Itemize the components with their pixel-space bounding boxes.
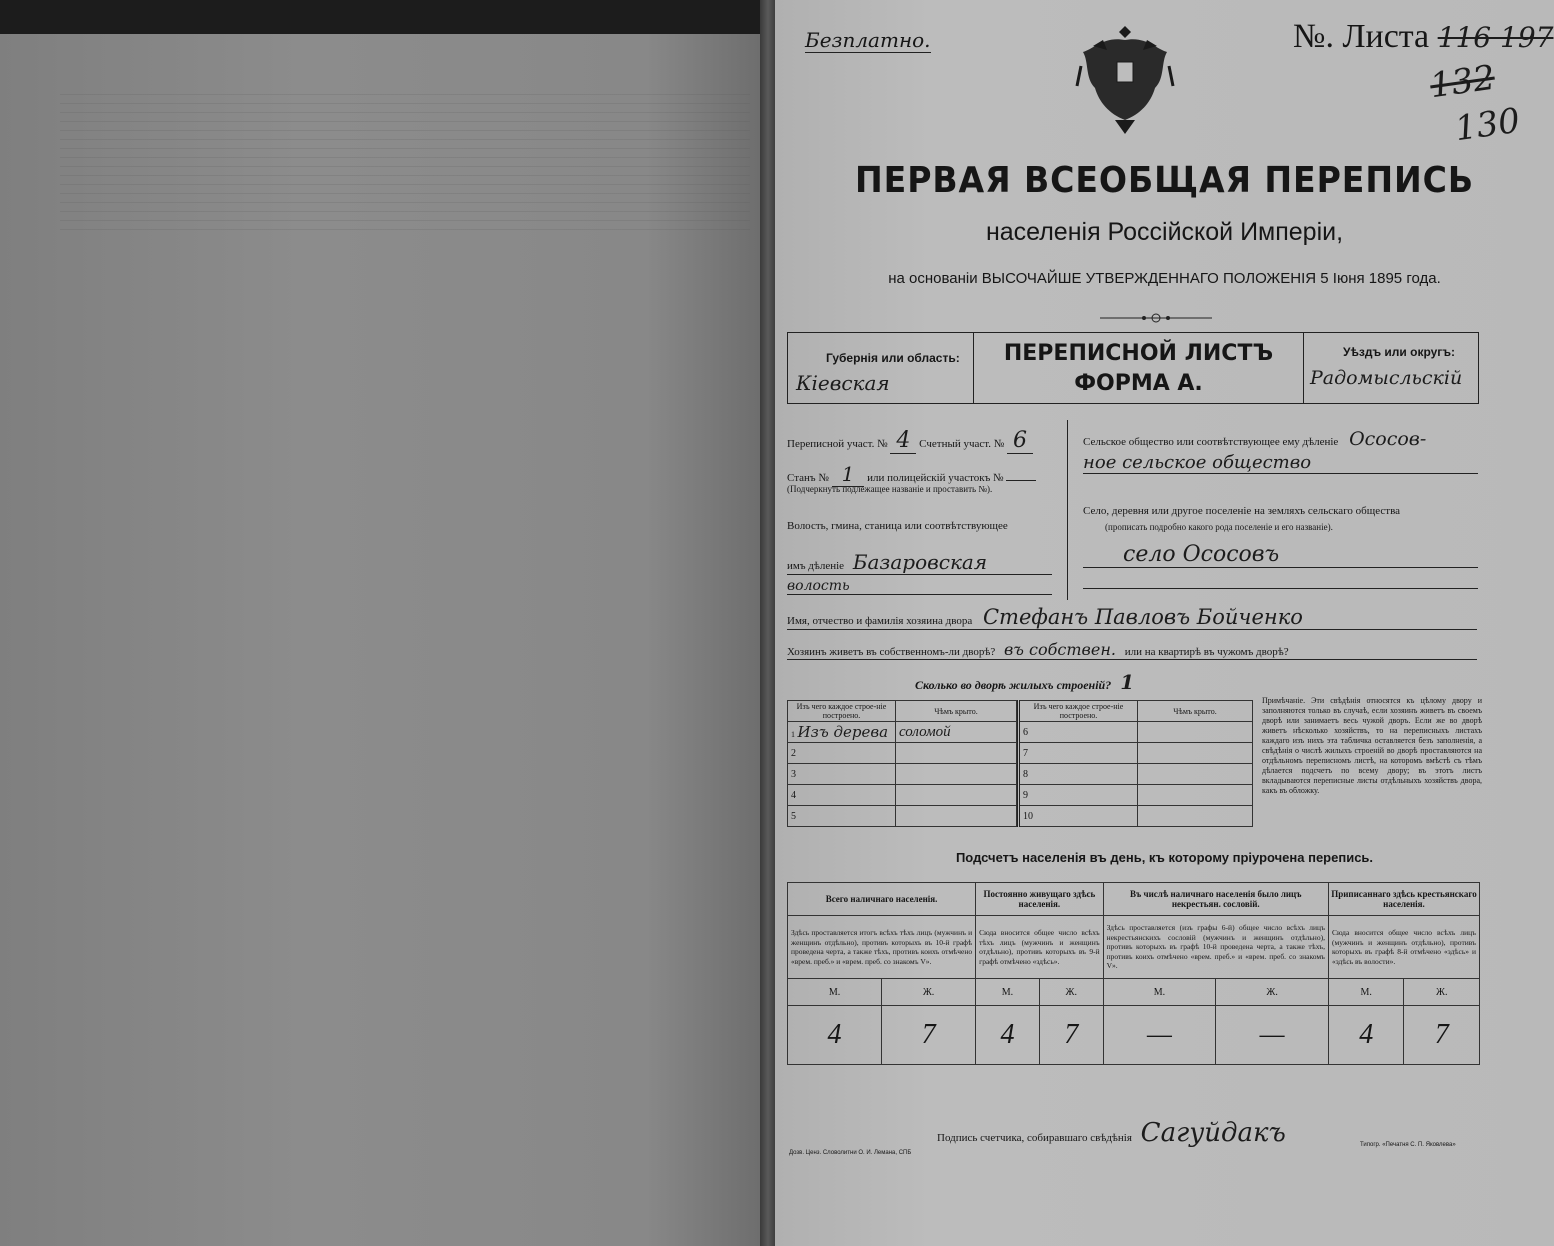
owner-field — [787, 605, 1477, 630]
structure-roof — [1138, 764, 1253, 785]
column-divider — [1067, 420, 1068, 600]
document-title: ПЕРВАЯ ВСЕОБЩАЯ ПЕРЕПИСЬ — [855, 160, 1474, 201]
note-text: Примѣчаніе. Эти свѣдѣнія относятся къ цѣлому двору и заполняются только въ случаѣ, если хозяинъ живетъ въ своемъ дворѣ или занимаетъ весь чужой дворъ. Если же во дворѣ живетъ нѣсколько хозяйствъ, то на переписныхъ листахъ каждаго изъ нихъ эта табличка оставляется безъ заполненія, а свѣдѣнія о числѣ жилыхъ строеній во дворѣ проставляются на отдѣльномъ переписномъ листѣ, на которомъ вмѣстѣ съ тѣмъ дѣлается подсчетъ по всему двору; въ этотъ листъ вкладываются переписные листы отдѣльныхъ хозяйствъ двора, какъ въ обложку. — [1262, 696, 1482, 795]
female-header: Ж. — [1039, 979, 1103, 1006]
row-number: 8 — [1019, 764, 1138, 785]
count-value: 4 — [976, 1006, 1040, 1065]
pop-description: Здѣсь проставляется итогъ всѣхъ тѣхъ лицъ (мужчинъ и женщинъ отдѣльно), противъ которыхъ въ 10-й графѣ проведена черта, а также тѣхъ, противъ коихъ отмѣчено «врем. преб.» и «врем. преб. со знакомъ V». — [788, 916, 976, 979]
stan-field — [787, 462, 1036, 486]
left-blank-page — [0, 30, 760, 1246]
male-header: М. — [976, 979, 1040, 1006]
district-field — [787, 428, 1033, 453]
buildings-value: 1 — [1120, 670, 1135, 694]
col-material: Изъ чего каждое строе-ніе построено. — [788, 701, 896, 722]
society-value: Ососов- — [1349, 428, 1427, 450]
population-table — [787, 882, 1480, 1065]
female-header: Ж. — [882, 979, 976, 1006]
left-page-top-edge — [0, 0, 760, 34]
female-header: Ж. — [1404, 979, 1480, 1006]
volost-label: Волость, гмина, станица или соотвѣтствующее — [787, 520, 1008, 532]
row-number: 7 — [1019, 743, 1138, 764]
row-number: 5 — [788, 806, 896, 827]
table-row — [1019, 806, 1253, 827]
society-label: Сельское общество или соотвѣтствующее ему дѣленіе — [1083, 436, 1339, 448]
form-title: ПЕРЕПИСНОЙ ЛИСТЪ — [1003, 341, 1274, 366]
structure-roof — [896, 743, 1017, 764]
row-number: 3 — [788, 764, 896, 785]
decree-line: на основаніи ВЫСОЧАЙШЕ УТВЕРЖДЕННАГО ПОЛОЖЕНІЯ 5 Іюня 1895 года. — [888, 270, 1441, 287]
volost-label-2: имъ дѣленіе — [787, 560, 845, 572]
residence-label-2: или на квартирѣ въ чужомъ дворѣ? — [1124, 646, 1289, 658]
col-material: Изъ чего каждое строе-ніе построено. — [1019, 701, 1138, 722]
structure-roof — [1138, 785, 1253, 806]
pop-description: Сюда вносится общее число всѣхъ тѣхъ лицъ (мужчинъ и женщинъ отдѣльно), противъ которыхъ въ 9-й графѣ отмѣчено «здѣсь». — [976, 916, 1103, 979]
residence-value: въ собствен. — [1003, 640, 1116, 659]
volost-field — [787, 550, 1052, 575]
header-divider — [1303, 333, 1304, 403]
table-row — [788, 764, 1017, 785]
structure-roof — [1138, 743, 1253, 764]
male-header: М. — [1328, 979, 1403, 1006]
count-value: — — [1103, 1006, 1216, 1065]
bleed-through-text — [60, 90, 750, 230]
count-value: 7 — [882, 1006, 976, 1065]
count-value: 6 — [1007, 428, 1033, 454]
buildings-field — [915, 670, 1134, 694]
structures-table-left — [787, 700, 1017, 827]
structure-material: 1 Изъ дерева — [788, 722, 896, 743]
page-number: 130 — [1452, 100, 1523, 150]
signature-label: Подпись счетчика, собиравшаго свѣдѣнія — [937, 1132, 1132, 1144]
table-row — [788, 722, 1017, 743]
signature-field — [937, 1118, 1286, 1148]
pop-description: Сюда вносится общее число всѣхъ лицъ (мужчинъ и женщинъ отдѣльно), противъ которыхъ въ графѣ 8-й отмѣчено «здѣсь» и «здѣсь въ волости». — [1328, 916, 1479, 979]
village-label: Село, деревня или другое поселеніе на земляхъ сельскаго общества — [1083, 505, 1401, 517]
double-headed-eagle-emblem — [1075, 22, 1175, 140]
society-field — [1083, 428, 1426, 450]
uezd-label: Уѣздъ или округъ: — [1343, 345, 1456, 359]
signature-value: Сагуйдакъ — [1140, 1118, 1286, 1148]
sheet-number — [1293, 18, 1553, 56]
district-label: Переписной участ. № — [787, 438, 888, 450]
village-note: (прописать подробно какого рода поселеніе и его названіе). — [1105, 522, 1333, 532]
ornament-divider — [1100, 312, 1212, 324]
sheet-number-label: №. Листа — [1293, 18, 1430, 55]
free-label: Безплатно. — [805, 28, 931, 52]
table-row — [1019, 785, 1253, 806]
document-subtitle: населенія Россійской Имперіи, — [985, 218, 1344, 246]
printer-left: Дозв. Ценз. Словолитни О. И. Лемана, СПБ — [789, 1150, 912, 1156]
male-header: М. — [788, 979, 882, 1006]
row-number: 4 — [788, 785, 896, 806]
pop-header: Постоянно живущаго здѣсь населенія. — [976, 883, 1103, 916]
sheet-number-value: 116 197 — [1437, 21, 1554, 54]
owner-value: Стефанъ Павловъ Бойченко — [982, 605, 1303, 629]
structures-table-right — [1017, 700, 1253, 827]
stan-value: 1 — [832, 462, 865, 487]
stan-label: Станъ № — [787, 472, 829, 484]
residence-field — [787, 640, 1477, 660]
count-value: — — [1216, 1006, 1329, 1065]
buildings-label: Сколько во дворѣ жилыхъ строеній? — [915, 678, 1112, 692]
structure-roof — [896, 806, 1017, 827]
volost-value: Базаровская — [852, 550, 988, 574]
page-number-crossed: 132 — [1427, 57, 1498, 107]
pop-header: Приписаннаго здѣсь крестьянскаго населенія. — [1328, 883, 1479, 916]
form-type: ФОРМА А. — [1074, 371, 1203, 396]
count-label: Счетный участ. № — [919, 438, 1005, 450]
structure-roof — [1138, 806, 1253, 827]
pop-header: Всего наличнаго населенія. — [788, 883, 976, 916]
book-spine — [760, 0, 776, 1246]
population-title: Подсчетъ населенія въ день, къ которому пріурочена перепись. — [955, 850, 1374, 865]
table-row — [788, 785, 1017, 806]
stan-note: (Подчеркнуть подлежащее названіе и проставить №). — [787, 484, 993, 494]
table-row — [1019, 764, 1253, 785]
count-value: 4 — [1328, 1006, 1403, 1065]
male-header: М. — [1103, 979, 1216, 1006]
owner-label: Имя, отчество и фамилія хозяина двора — [787, 615, 973, 627]
village-extra-line — [1083, 588, 1478, 589]
uezd-value: Радомысльскій — [1310, 367, 1463, 389]
police-label: или полицейскій участокъ № — [867, 472, 1004, 484]
residence-label: Хозяинъ живетъ въ собственномъ-ли дворѣ? — [787, 646, 996, 658]
female-header: Ж. — [1216, 979, 1329, 1006]
form-header-box — [787, 332, 1479, 404]
police-value — [1006, 480, 1036, 481]
census-form-page — [775, 0, 1554, 1246]
pop-header: Въ числѣ наличнаго населенія было лицъ некрестьян. сословій. — [1103, 883, 1328, 916]
table-row — [788, 743, 1017, 764]
table-row — [1019, 722, 1253, 743]
district-value: 4 — [890, 428, 916, 454]
society-value-2: ное сельское общество — [1083, 452, 1478, 474]
volost-value-2: волость — [787, 578, 1052, 595]
structure-roof — [1138, 722, 1253, 743]
pop-description: Здѣсь проставляется (изъ графы 6-й) общее число всѣхъ лицъ некрестьянскихъ сословій (мужчинъ и женщинъ отдѣльно), противъ которыхъ въ графѣ 10-й проведена черта, а также тѣхъ, противъ коихъ отмѣчено «врем. преб.» и «врем. преб. со знакомъ V». — [1103, 916, 1328, 979]
structure-roof — [896, 764, 1017, 785]
table-row — [788, 806, 1017, 827]
row-number: 6 — [1019, 722, 1138, 743]
col-roof: Чѣмъ крыто. — [1138, 701, 1253, 722]
count-value: 7 — [1404, 1006, 1480, 1065]
structure-roof — [896, 785, 1017, 806]
village-value: село Ососовъ — [1083, 542, 1478, 568]
count-value: 4 — [788, 1006, 882, 1065]
row-number: 10 — [1019, 806, 1138, 827]
row-number: 2 — [788, 743, 896, 764]
structure-roof: соломой — [896, 722, 1017, 743]
count-value: 7 — [1039, 1006, 1103, 1065]
gubernia-label: Губернія или область: — [826, 351, 960, 365]
row-number: 9 — [1019, 785, 1138, 806]
gubernia-value: Кіевская — [796, 371, 890, 395]
col-roof: Чѣмъ крыто. — [896, 701, 1017, 722]
table-row — [1019, 743, 1253, 764]
printer-right: Типогр. «Печатня С. П. Яковлева» — [1360, 1142, 1456, 1148]
